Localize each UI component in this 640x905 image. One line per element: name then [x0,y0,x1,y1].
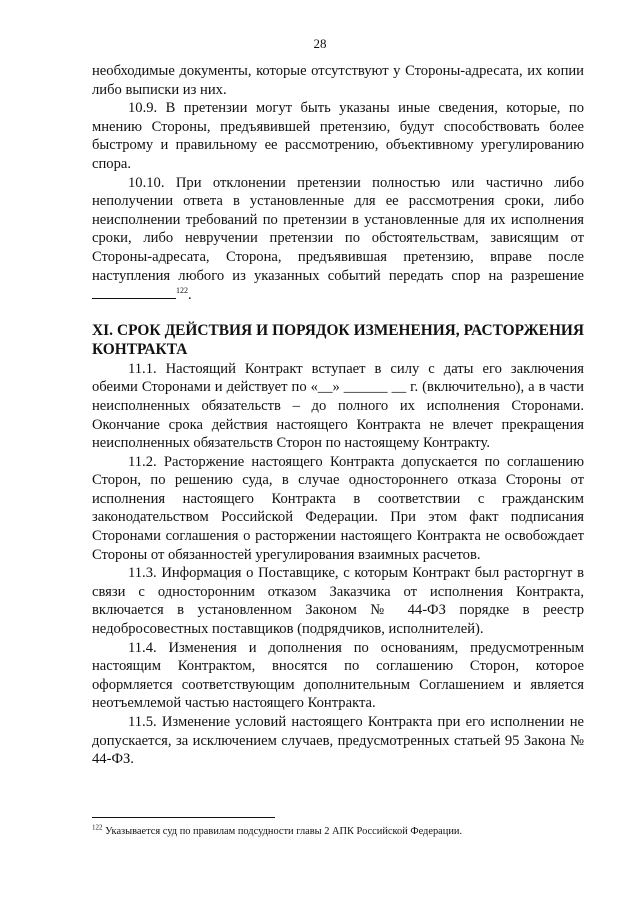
paragraph-documents: необходимые документы, которые отсутствуют у Стороны-адресата, их копии либо выписки из них. [92,63,584,98]
paragraph-11-3: 11.3. Информация о Поставщике, с которым Контракт был расторгнут в связи с односторонним отказом Заказчика от исполнения Контракта, включается в установленном Законом № 44-ФЗ порядке в реестр недобросовестных поставщиков (подрядчиков, исполнителей). [92,565,584,638]
paragraph-11-2: 11.2. Расторжение настоящего Контракта допускается по соглашению Сторон, по решению суда, в случае одностороннего отказа Стороны от исполнения настоящего Контракта в соответствии с гражданским законодательством Российской Федерации. При этом факт подписания Сторонами соглашения о расторжении настоящего Контракта не освобождает Стороны от обязанностей урегулирования взаимных расчетов. [92,453,584,563]
footnote-ref: 122 [176,286,188,296]
paragraph-10-9: 10.9. В претензии могут быть указаны иные сведения, которые, по мнению Стороны, предъявившей претензию, будут способствовать более быстрому и правильному ее рассмотрению, объективному урегулированию спора. [92,100,584,172]
footnote [92,823,592,838]
footnote-text: Указывается суд по правилам подсудности главы 2 АПК Российской Федерации. [105,826,463,837]
section-heading-xi: XI. СРОК ДЕЙСТВИЯ И ПОРЯДОК ИЗМЕНЕНИЯ, РАСТОРЖЕНИЯ КОНТРАКТА [92,321,584,358]
paragraph-11-4: 11.4. Изменения и дополнения по основаниям, предусмотренным настоящим Контрактом, вносятся по соглашению Сторон, которое оформляется соответствующим дополнительным Соглашением и является неотъемлемой частью настоящего Контракта. [92,639,584,712]
footnote-divider [92,817,275,818]
page-number: 28 [313,36,327,51]
paragraph-11-5: 11.5. Изменение условий настоящего Контракта при его исполнении не допускается, за исключением случаев, предусмотренных статьей 95 Закона № 44-ФЗ. [92,714,584,768]
paragraph-10-10-end: . [188,287,192,304]
footnote-number: 122 [92,823,103,832]
paragraph-10-10-text: 10.10. При отклонении претензии полностью или частично либо неполучении ответа в установленные для ее рассмотрения сроки, либо неисполнении требований по претензии в установленные для их исполнения сроки, либо невручении претензии по обстоятельствам, зависящим от Стороны-адресата, Сторона, предъявившая претензию, вправе после наступления любого из указанных событий передать спор на разрешение [92,174,584,284]
document-body [92,62,584,769]
paragraph-11-1: 11.1. Настоящий Контракт вступает в силу с даты его заключения обеими Сторонами и действует по «__» ______ __ г. (включительно), а в части неисполненных обязательств – до полного их исполнения Сторонами. Окончание срока действия настоящего Контракта не влечет прекращения неисполненных обязательств Сторон по настоящему Контракту. [92,360,584,452]
court-blank-line [92,285,176,299]
paragraph-10-10 [92,174,584,305]
